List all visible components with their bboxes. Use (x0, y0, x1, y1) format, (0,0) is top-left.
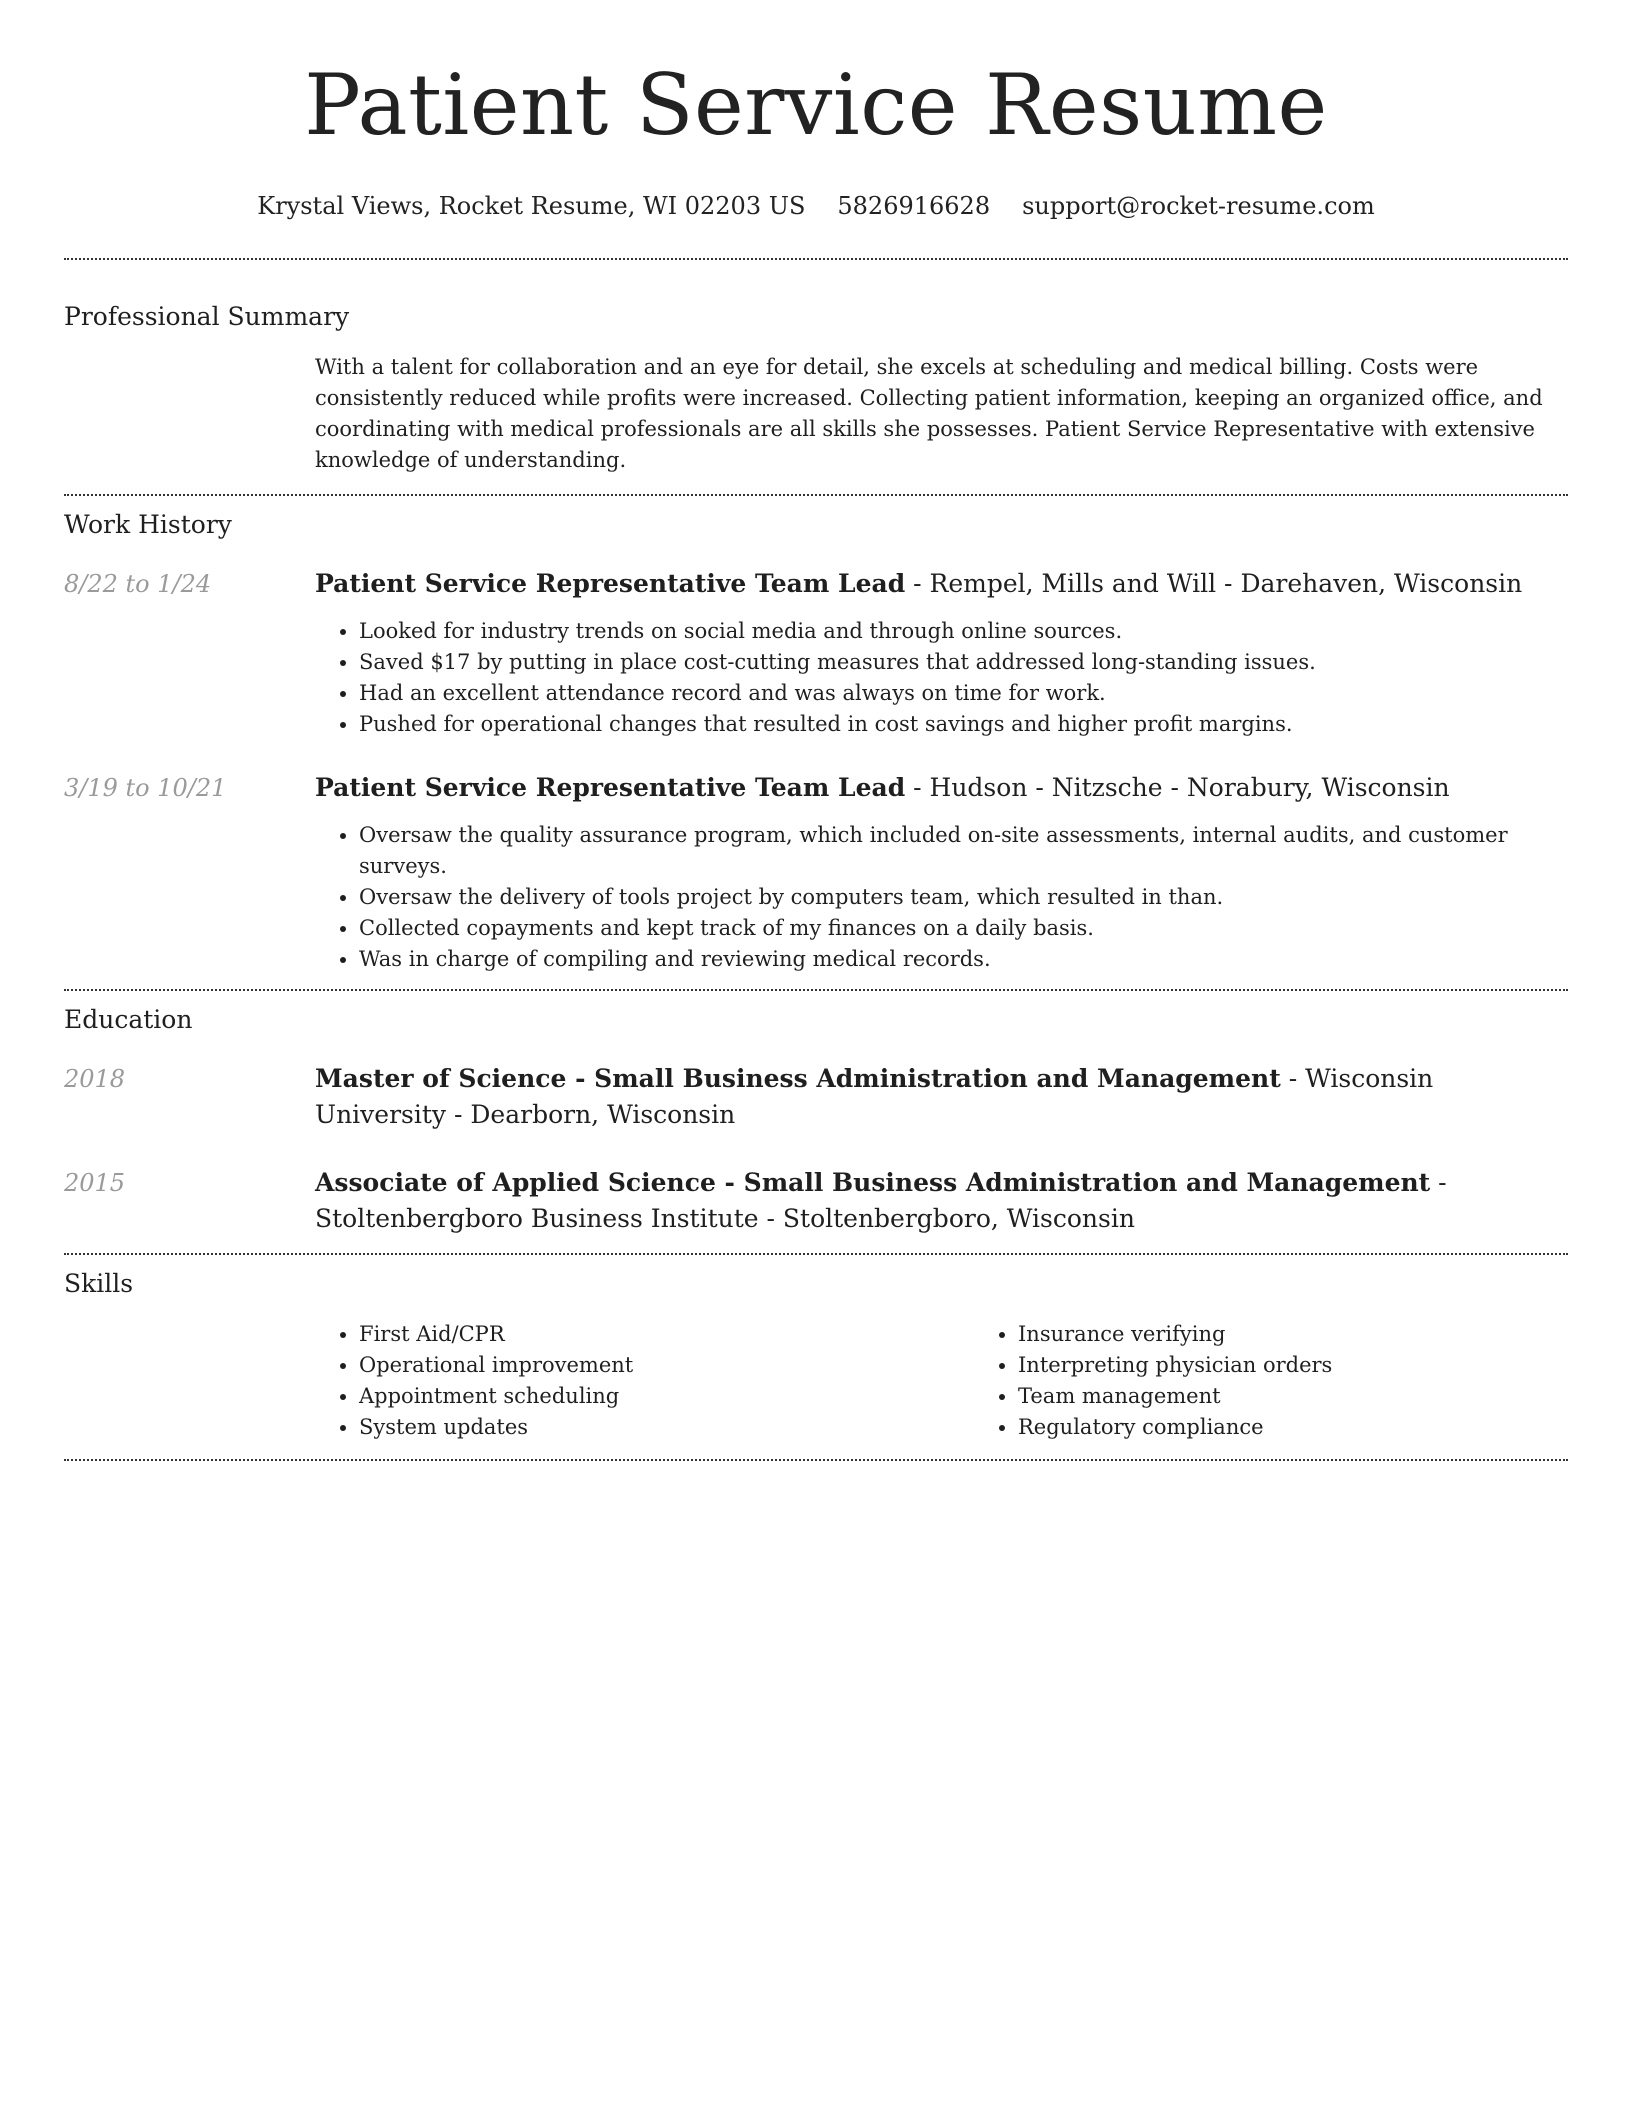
work-heading: Work History (64, 510, 232, 539)
skill-item: • Interpreting physician orders (1018, 1350, 1632, 1381)
education-section (64, 1003, 1568, 1237)
job-position: Patient Service Representative Team Lead (315, 773, 906, 802)
list-item: • Was in charge of compiling and reviewing medical records. (359, 944, 1568, 975)
job-bullets (315, 820, 1568, 975)
list-item: • Pushed for operational changes that resulted in cost savings and higher profit margins. (359, 709, 1568, 740)
contact-line (64, 190, 1568, 222)
job-details: - Rempel, Mills and Will - Darehaven, Wisconsin (905, 569, 1523, 598)
job-dates: 8/22 to 1/24 (64, 570, 212, 598)
list-item: • Collected copayments and kept track of my finances on a daily basis. (359, 913, 1568, 944)
resume-header (64, 0, 1568, 222)
education-degree: Master of Science - Small Business Administration and Management (315, 1064, 1281, 1093)
skill-item: • Operational improvement (359, 1350, 974, 1381)
skills-heading: Skills (64, 1269, 134, 1298)
skills-grid (315, 1319, 1632, 1443)
skills-divider (64, 1459, 1568, 1461)
job-title (315, 566, 1568, 602)
list-item: • Saved $17 by putting in place cost-cutting measures that addressed long-standing issues. (359, 647, 1568, 678)
job-title (315, 770, 1568, 806)
header-divider (64, 258, 1568, 260)
contact-phone: 5826916628 (837, 192, 991, 220)
list-item: • Looked for industry trends on social media and through online sources. (359, 616, 1568, 647)
work-divider (64, 989, 1568, 991)
skills-list-right (974, 1319, 1632, 1443)
education-details: - Stoltenbergboro Business Institute - Stoltenbergboro, Wisconsin (315, 1168, 1447, 1233)
summary-divider (64, 494, 1568, 496)
skill-item: • System updates (359, 1412, 974, 1443)
summary-row (64, 352, 1568, 476)
summary-section (64, 300, 1568, 476)
contact-email: support@rocket-resume.com (1022, 192, 1375, 220)
summary-heading: Professional Summary (64, 302, 350, 331)
job-bullets (315, 616, 1568, 740)
skill-item: • Insurance verifying (1018, 1319, 1632, 1350)
education-divider (64, 1253, 1568, 1255)
resume-title: Patient Service Resume (304, 56, 1328, 154)
skill-item: • Appointment scheduling (359, 1381, 974, 1412)
skills-section (64, 1267, 1568, 1443)
list-item: • Had an excellent attendance record and was always on time for work. (359, 678, 1568, 709)
education-heading: Education (64, 1005, 193, 1034)
education-year: 2015 (64, 1169, 126, 1197)
list-item: • Oversaw the quality assurance program, which included on-site assessments, internal audits, and customer surveys. (359, 820, 1568, 882)
job-entry (64, 566, 1568, 740)
contact-address: Krystal Views, Rocket Resume, WI 02203 US (257, 192, 806, 220)
skills-list-left (315, 1319, 974, 1443)
education-entry (64, 1061, 1568, 1133)
list-item: • Oversaw the delivery of tools project by computers team, which resulted in than. (359, 882, 1568, 913)
job-details: - Hudson - Nitzsche - Norabury, Wisconsin (905, 773, 1450, 802)
job-position: Patient Service Representative Team Lead (315, 569, 906, 598)
job-entry (64, 770, 1568, 975)
education-year: 2018 (64, 1065, 126, 1093)
education-details: - Wisconsin University - Dearborn, Wisconsin (315, 1064, 1434, 1129)
work-section (64, 508, 1568, 975)
skill-item: • Team management (1018, 1381, 1632, 1412)
skill-item: • First Aid/CPR (359, 1319, 974, 1350)
skill-item: • Regulatory compliance (1018, 1412, 1632, 1443)
education-entry (64, 1165, 1568, 1237)
education-degree: Associate of Applied Science - Small Business Administration and Management (315, 1168, 1431, 1197)
job-dates: 3/19 to 10/21 (64, 774, 227, 802)
summary-text: With a talent for collaboration and an eye for detail, she excels at scheduling and medical billing. Costs were consistently reduced while profits were increased. Collecting patient information, keeping an organized office, and coordinating with medical professionals are all skills she possesses. Patient Service Representative with extensive knowledge of understanding. (315, 355, 1543, 472)
